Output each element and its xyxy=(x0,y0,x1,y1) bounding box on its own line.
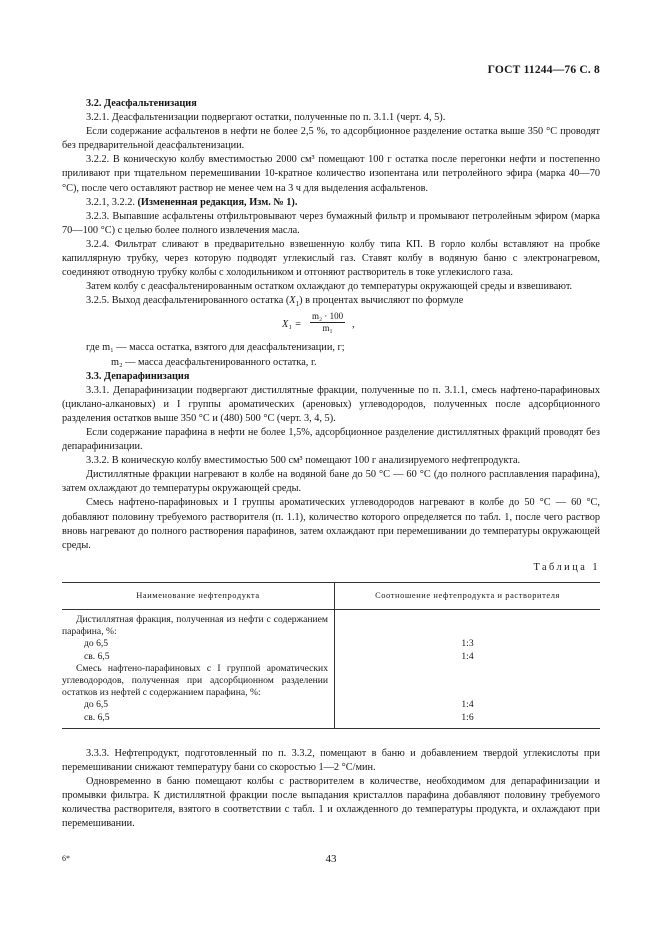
edit-note-bold: (Измененная редакция, Изм. № 1). xyxy=(137,196,298,208)
paragraph-edit-note xyxy=(62,196,600,210)
paragraph-3-2-4-b: Затем колбу с деасфальтенированным остатком охлаждают до температуры окружающей среды и взвешивают. xyxy=(86,281,573,293)
p325-suffix: ) в процентах вычисляют по формуле xyxy=(299,295,464,307)
footer-mark: 6* xyxy=(62,854,70,863)
table-cell-label: св. 6,5 xyxy=(62,712,335,724)
paragraph-3-3-1: 3.3.1. Депарафинизации подвергают дистиллятные фракции, полученные по п. 3.1.1, смесь нафтено-парафиновых (циклано-алкановых) и I группы ароматических (ареновых) углеводородов, полученных после адсорбционного разделения остатков выше 350 °С и (480) 500 °С (черт. 3, 4, 5). xyxy=(62,384,600,424)
table-header-product: Наименование нефтепродукта xyxy=(62,582,335,609)
paragraph-3-3-1-b: Если содержание парафина в нефти не более 1,5%, адсорбционное разделение дистиллятных фракций проводят без депарафинизации. xyxy=(62,426,600,453)
section-title-3-2: 3.2. Деасфальтенизация xyxy=(86,98,197,109)
p325-sub: 1 xyxy=(295,300,300,309)
page-header: ГОСТ 11244—76 С. 8 xyxy=(487,64,600,76)
table-1 xyxy=(62,582,600,729)
table-cell-value: 1:6 xyxy=(461,711,474,723)
paragraph-3-2-1-b: Если содержание асфальтенов в нефти не более 2,5 %, то адсорбционное разделение остатка выше 350 °С проводят без предварительной деасфальтенизации. xyxy=(62,126,600,152)
table-row xyxy=(62,651,600,663)
table-row xyxy=(62,699,600,711)
paragraph-3-3-3: 3.3.3. Нефтепродукт, подготовленный по п. 3.3.2, помещают в баню и добавлением твердой углекислоты при перемешивании снижают температуру бани со скоростью 1—2 °С/мин. xyxy=(62,747,600,773)
formula-lhs: X₁ = xyxy=(282,319,302,331)
p325-var: X xyxy=(289,295,296,307)
table-cell-value: 1:4 xyxy=(461,650,474,662)
formula-x1 xyxy=(62,310,600,340)
table-group-1-label: Дистиллятная фракция, полученная из нефти с содержанием парафина, %: xyxy=(62,614,335,638)
formula-tail: , xyxy=(352,319,355,331)
formula-denominator: m₁ xyxy=(322,323,333,334)
formula-fraction xyxy=(310,311,345,334)
table-caption: Таблица 1 xyxy=(533,561,600,573)
p325-prefix: 3.2.5. Выход деасфальтенированного остатка ( xyxy=(86,295,290,307)
paragraph-3-2-2: 3.2.2. В коническую колбу вместимостью 2000 см³ помещают 100 г остатка после перегонки нефти и постепенно приливают при тщательном перемешивании 10-кратное количество изопентана или петролейного эфира (марка 40—70 °С), после чего оставляют раствор не менее чем на 3 ч для выделения асфальтенов. xyxy=(62,154,600,194)
paragraph-3-2-4: 3.2.4. Фильтрат сливают в предварительно взвешенную колбу типа КП. В горло колбы вставляют на пробке капиллярную трубку, через которую подводят углекислый газ. Ставят колбу в водяную баню с электронагревом, соединяют отводную трубку колбы с холодильником и отгоняют растворитель в токе углекислого газа. xyxy=(62,238,600,279)
table-row xyxy=(62,663,600,700)
formula-numerator: m₂ · 100 xyxy=(312,311,344,322)
paragraph-3-2-1: 3.2.1. Деасфальтенизации подвергают остатки, полученные по п. 3.1.1 (черт. 4, 5). xyxy=(86,112,446,124)
table-cell-label: св. 6,5 xyxy=(62,651,335,663)
section-title-3-3: 3.3. Депарафинизация xyxy=(86,370,190,382)
paragraph-3-3-2-c: Смесь нафтено-парафиновых и I группы ароматических углеводородов нагревают в колбе до 50 °С — 60 °С, добавляют половину требуемого растворителя (п. 1.1), количество которого определяется по табл. 1, после чего раствор вновь нагревают до полного растворения парафинов, затем охлаждают при перемешивании до температуры окружающей среды. xyxy=(62,497,600,551)
table-row xyxy=(62,614,600,638)
table-row xyxy=(62,712,600,724)
table-group-2-label: Смесь нафтено-парафиновых с I группой ароматических углеводородов, полученная при адсорбционном разделении остатков из нефтей с содержанием парафина, %: xyxy=(62,663,335,700)
table-cell-value: 1:4 xyxy=(461,699,474,711)
paragraph-3-2-3: 3.2.3. Выпавшие асфальтены отфильтровывают через бумажный фильтр и промывают петролейным эфиром (марка 70—100 °С) с целью более полного извлечения масла. xyxy=(62,210,600,236)
table-cell-label: до 6,5 xyxy=(62,699,335,711)
where-line-1: где m₁ — масса остатка, взятого для деасфальтенизации, г; xyxy=(86,342,345,354)
table-header-ratio: Соотношение нефтепродукта и растворителя xyxy=(335,582,601,609)
paragraph-3-3-2: 3.3.2. В коническую колбу вместимостью 500 см³ помещают 100 г анализируемого нефтепродукта. xyxy=(86,455,521,467)
edit-note-prefix: 3.2.1, 3.2.2. xyxy=(86,196,138,208)
paragraph-3-3-2-b: Дистиллятные фракции нагревают в колбе на водяной бане до 50 °С — 60 °С (до полного расплавления парафина), затем охлаждают до температуры окружающей среды. xyxy=(62,469,600,495)
table-cell-label: до 6,5 xyxy=(62,638,335,650)
table-row xyxy=(62,638,600,650)
where-line-2: m₂ — масса деасфальтенированного остатка, г. xyxy=(111,356,317,368)
page-number: 43 xyxy=(325,853,337,865)
paragraph-3-2-5 xyxy=(62,294,600,308)
paragraph-3-3-3-b: Одновременно в баню помещают колбы с растворителем в количестве, необходимом для депарафинизации и промывки фильтра. К дистиллятной фракции после выпадания кристаллов парафина добавляют половину требуемого количества растворителя, взятого в соответствии с табл. 1 и охлажденного до температуры продукта, и охлаждают при перемешивании. xyxy=(62,775,600,830)
table-cell-value: 1:3 xyxy=(461,638,474,650)
document-body xyxy=(62,97,600,831)
